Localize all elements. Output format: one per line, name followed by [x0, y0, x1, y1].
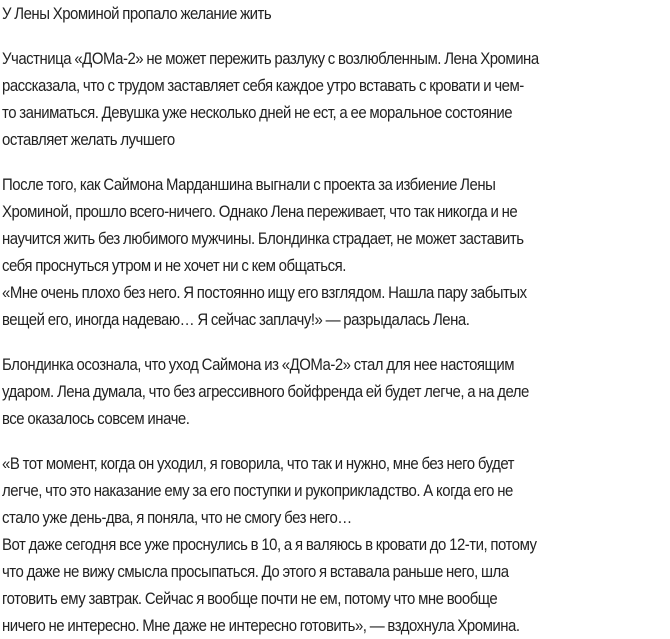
paragraph-4 [2, 450, 670, 639]
quote-line: что даже не вижу смысла просыпаться. До этого я вставала раньше него, шла [2, 562, 509, 581]
quote-line: «В тот момент, когда он уходил, я говорила, что так и нужно, мне без него будет [2, 454, 515, 473]
paragraph-line: Участница «ДОМа-2» не может пережить разлуку с возлюбленным. Лена Хромина [2, 49, 539, 68]
paragraph-line: ударом. Лена думала, что без агрессивного бойфренда ей будет легче, а на деле [2, 382, 529, 401]
paragraph-line: рассказала, что с трудом заставляет себя каждое утро вставать с кровати и чем- [2, 76, 524, 95]
paragraph-line: После того, как Саймона Марданшина выгнали с проекта за избиение Лены [2, 175, 496, 194]
paragraph-line: научится жить без любимого мужчины. Блондинка страдает, не может заставить [2, 229, 524, 248]
paragraph-gap [2, 153, 670, 171]
article-title: У Лены Хроминой пропало желание жить [2, 4, 272, 23]
quote-line: вещей его, иногда надеваю… Я сейчас заплачу!» — разрыдалась Лена. [2, 310, 470, 329]
quote-line: ничего не интересно. Мне даже не интересно готовить», — вздохнула Хромина. [2, 616, 520, 635]
paragraph-gap [2, 333, 670, 351]
quote-line: «Мне очень плохо без него. Я постоянно ищу его взглядом. Нашла пару забытых [2, 283, 527, 302]
paragraph-2 [2, 171, 670, 333]
quote-line: легче, что это наказание ему за его поступки и рукоприкладство. А когда его не [2, 481, 513, 500]
quote-line: Вот даже сегодня все уже проснулись в 10, а я валяюсь в кровати до 12-ти, потому [2, 535, 537, 554]
paragraph-line: себя проснуться утром и не хочет ни с кем общаться. [2, 256, 346, 275]
paragraph-line: оставляет желать лучшего [2, 130, 175, 149]
paragraph-gap [2, 432, 670, 450]
paragraph-line: Блондинка осознала, что уход Саймона из «ДОМа-2» стал для нее настоящим [2, 355, 515, 374]
quote-line: стало уже день-два, я поняла, что не смогу без него… [2, 508, 352, 527]
paragraph-line: Хроминой, прошло всего-ничего. Однако Лена переживает, что так никогда и не [2, 202, 518, 221]
paragraph-line: то заниматься. Девушка уже несколько дней не ест, а ее моральное состояние [2, 103, 513, 122]
quote-line: готовить ему завтрак. Сейчас я вообще почти не ем, потому что мне вообще [2, 589, 498, 608]
paragraph-3 [2, 351, 670, 432]
article [2, 0, 670, 639]
paragraph-gap [2, 27, 670, 45]
paragraph-1 [2, 45, 670, 153]
paragraph-line: все оказалось совсем иначе. [2, 409, 190, 428]
